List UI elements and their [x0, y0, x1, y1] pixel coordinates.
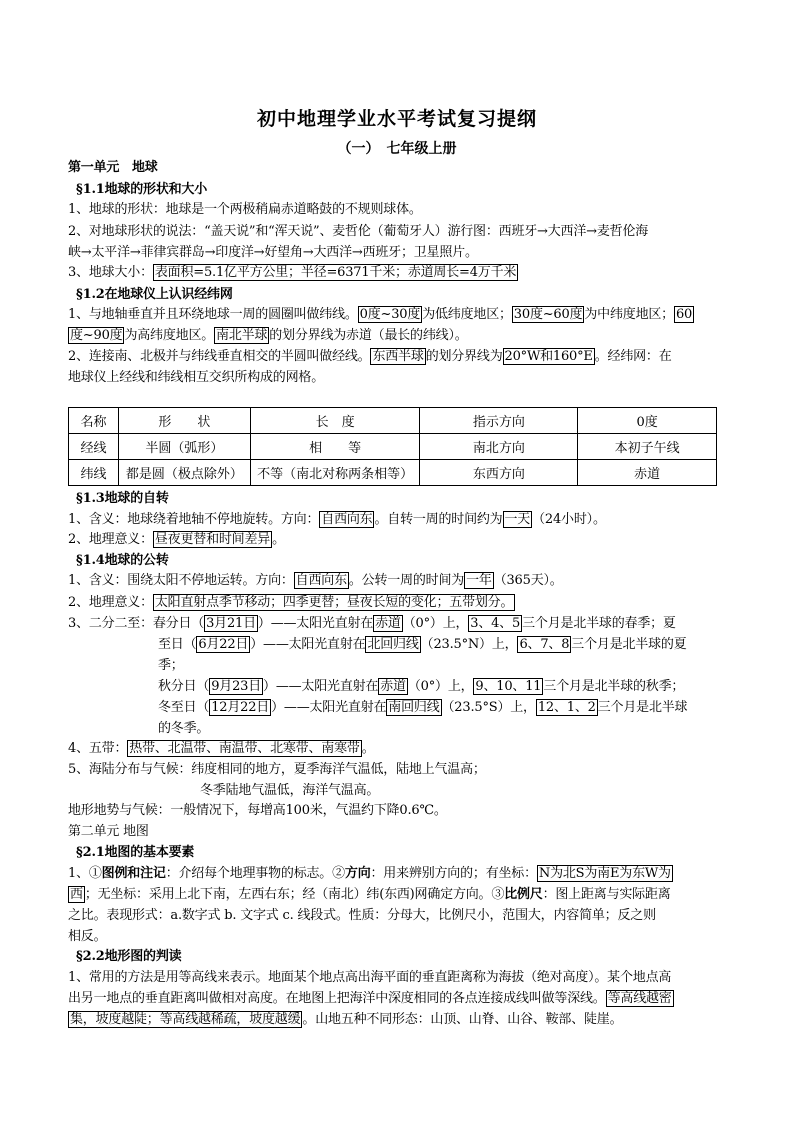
boxed-answer: 9月23日: [211, 679, 262, 694]
text-line: [68, 989, 738, 1009]
table-cell: 不等（南北对称两条相等）: [250, 460, 420, 486]
section-heading: §1.4地球的公转: [76, 553, 169, 568]
text-line: 的冬季。: [158, 721, 210, 736]
boxed-answer: 12月22日: [211, 700, 270, 715]
text-span: （0°）上，: [407, 679, 474, 694]
text-span: （365天）。: [493, 573, 563, 588]
text-span: 至日（: [158, 637, 197, 652]
text-line: 5、海陆分布与气候：纬度相同的地方，夏季海洋气温低，陆地上气温高；: [68, 762, 486, 777]
text-span: 三个月是北半球的夏: [571, 637, 687, 652]
text-line: 1、地球的形状：地球是一个两极稍扁赤道略鼓的不规则球体。: [68, 202, 422, 217]
table-cell: 赤道: [578, 460, 717, 486]
text-line: [68, 530, 738, 550]
boxed-answer: 等高线越密: [607, 991, 672, 1006]
table-row: [69, 434, 717, 460]
unit-heading: 第二单元 地图: [68, 824, 149, 839]
text-line: [68, 739, 738, 759]
document-title: 初中地理学业水平考试复习提纲: [256, 108, 537, 130]
text-span: 3、二分二至：春分日（: [68, 616, 205, 631]
text-line: [158, 698, 738, 718]
boxed-answer: 集，坡度越陡；等高线越稀疏，坡度越缓: [70, 1012, 301, 1027]
boxed-answer: 赤道: [375, 616, 401, 631]
text-line: 1、常用的方法是用等高线来表示。地面某个地点高出海平面的垂直距离称为海拔（绝对高度）。某个地点高: [68, 970, 672, 985]
text-line: 季；: [158, 658, 184, 673]
text-span: ）——太阳光直射在: [250, 637, 366, 652]
text-line: 地球仪上经线和纬线相互交织所构成的网格。: [68, 370, 325, 385]
text-span: ）——太阳光直射在: [263, 679, 379, 694]
text-span: 。经纬网：在: [594, 349, 672, 364]
text-span: 。: [272, 532, 285, 547]
text-span: 4、五带：: [68, 741, 128, 756]
section-heading: §1.1地球的形状和大小: [76, 182, 208, 197]
text-span: 为中纬度地区；: [584, 307, 674, 322]
text-span: 。山地五种不同形态：山顶、山脊、山谷、鞍部、陡崖。: [302, 1012, 623, 1027]
text-span: 的划分界线为: [425, 349, 503, 364]
document-subtitle: （一） 七年级上册: [337, 141, 457, 157]
boxed-answer: 南回归线: [388, 700, 440, 715]
table-cell: 经线: [69, 434, 119, 460]
text-line: 之比。表现形式：a.数字式 b. 文字式 c. 线段式。性质：分母大，比例尺小，范围大，内容简单；反之则: [68, 908, 656, 923]
text-line: [158, 635, 738, 655]
text-span: 2、地理意义：: [68, 532, 153, 547]
latitude-longitude-table: [68, 407, 717, 486]
table-header-cell: 指示方向: [420, 408, 578, 434]
table-cell: 纬线: [69, 460, 119, 486]
text-span: 3、地球大小：: [68, 265, 153, 280]
text-span: 为低纬度地区；: [422, 307, 512, 322]
table-header-cell: 0度: [578, 408, 717, 434]
text-span: ：用来辨别方向的；有坐标：: [370, 866, 537, 881]
text-span: ）——太阳光直射在: [257, 616, 374, 631]
text-span: （23.5°N）上，: [420, 637, 518, 652]
text-line: [68, 347, 738, 367]
table-cell: 相 等: [250, 434, 420, 460]
text-line: 2、对地球形状的说法：“盖天说”和“浑天说”、麦哲伦（葡萄牙人）游行图：西班牙→大西洋→麦哲伦海: [68, 224, 649, 239]
section-heading: §1.2在地球仪上认识经纬网: [76, 287, 233, 302]
text-line: [68, 326, 738, 346]
section-heading: §1.3地球的自转: [76, 491, 169, 506]
boxed-answer: 一天: [504, 512, 531, 527]
bold-term: 方向: [344, 866, 371, 881]
text-line: 峡→太平洋→菲律宾群岛→印度洋→好望角→大西洋→西班牙；卫星照片。: [68, 245, 478, 260]
text-span: 。公转一周的时间为: [348, 573, 465, 588]
text-span: 三个月是北半球的秋季；: [543, 679, 685, 694]
boxed-answer: 自西向东: [321, 512, 373, 527]
boxed-answer: 热带、北温带、南温带、北寒带、南寒带: [129, 741, 360, 756]
text-line: [68, 1010, 738, 1030]
boxed-answer: 3、4、5: [470, 616, 521, 631]
text-span: 为高纬度地区。: [124, 328, 215, 343]
text-span: 三个月是北半球的春季；夏: [522, 616, 676, 631]
table-cell: 东西方向: [420, 460, 578, 486]
boxed-answer: 东西半球: [372, 349, 424, 364]
text-line: 冬季陆地气温低，海洋气温高。: [200, 783, 380, 798]
table-cell: 本初子午线: [578, 434, 717, 460]
table-header-cell: 形 状: [118, 408, 250, 434]
boxed-answer: 20°W和160°E: [504, 349, 593, 364]
text-span: 出另一地点的垂直距离叫做相对高度。在地图上把海洋中深度相同的各点连接成线叫做等深线。: [68, 991, 606, 1006]
boxed-answer: 昼夜更替和时间差异: [154, 532, 271, 547]
text-line: 地形地势与气候：一般情况下，每增高100米，气温约下降0.6℃。: [68, 803, 447, 818]
boxed-answer: 度~90度: [70, 328, 123, 343]
boxed-answer: 9、10、11: [475, 679, 542, 694]
text-line: [68, 614, 738, 634]
table-cell: 南北方向: [420, 434, 578, 460]
text-span: 。: [361, 741, 375, 756]
boxed-answer: 12、1、2: [537, 700, 596, 715]
text-span: 1、①: [68, 866, 102, 881]
text-line: [68, 263, 738, 283]
text-line: [68, 305, 738, 325]
boxed-answer: N为北S为南E为东W为: [538, 866, 671, 881]
text-span: 三个月是北半球: [597, 700, 688, 715]
text-span: （0°）上，: [402, 616, 469, 631]
text-line: 相反。: [68, 929, 107, 944]
text-span: ）——太阳光直射在: [271, 700, 387, 715]
boxed-answer: 赤道: [380, 679, 406, 694]
text-line: [68, 510, 738, 530]
text-span: （24小时）。: [532, 512, 606, 527]
text-span: ：图上距离与实际距离: [542, 887, 671, 902]
text-line: [158, 677, 738, 697]
text-span: ；无坐标：采用上北下南，左西右东；经（南北）纬(东西)网确定方向。③: [84, 887, 505, 902]
text-line: [68, 571, 738, 591]
table-cell: 都是圆（极点除外）: [118, 460, 250, 486]
text-span: 秋分日（: [158, 679, 210, 694]
text-span: 。自转一周的时间约为: [374, 512, 503, 527]
text-line: [68, 885, 738, 905]
boxed-answer: 北回归线: [367, 637, 419, 652]
text-span: 1、含义：围绕太阳不停地运转。方向：: [68, 573, 294, 588]
text-span: 冬至日（: [158, 700, 210, 715]
text-span: ：介绍每个地理事物的标志。②: [165, 866, 345, 881]
text-line: [68, 593, 738, 613]
text-span: （23.5°S）上，: [441, 700, 536, 715]
text-span: 1、含义：地球绕着地轴不停地旋转。方向：: [68, 512, 320, 527]
text-span: 的划分界线为赤道（最长的纬线）。: [269, 328, 468, 343]
boxed-answer: 西: [70, 887, 83, 902]
boxed-answer: 自西向东: [295, 573, 347, 588]
boxed-answer: 30度~60度: [513, 307, 583, 322]
boxed-answer: 南北半球: [216, 328, 268, 343]
table-header-cell: 名称: [69, 408, 119, 434]
unit-heading: 第一单元 地球: [68, 160, 158, 175]
text-span: 2、地理意义：: [68, 595, 153, 610]
boxed-answer: 60: [675, 307, 693, 322]
boxed-answer: 6月22日: [198, 637, 249, 652]
text-span: 1、与地轴垂直并且环绕地球一周的圆圈叫做纬线。: [68, 307, 358, 322]
table-cell: 半圆（弧形）: [118, 434, 250, 460]
section-heading: §2.2地形图的判读: [76, 949, 182, 964]
bold-term: 图例和注记: [101, 866, 166, 881]
boxed-answer: 一年: [466, 573, 492, 588]
text-line: [68, 864, 738, 884]
table-row: [69, 460, 717, 486]
bold-term: 比例尺: [504, 887, 543, 902]
boxed-answer: 表面积=5.1亿平方公里；半径=6371千米；赤道周长=4万千米: [154, 265, 517, 280]
section-heading: §2.1地图的基本要素: [76, 845, 195, 860]
boxed-answer: 3月21日: [206, 616, 256, 631]
boxed-answer: 太阳直射点季节移动；四季更替；昼夜长短的变化；五带划分。: [154, 595, 514, 610]
boxed-answer: 6、7、8: [519, 637, 570, 652]
text-span: 2、连接南、北极并与纬线垂直相交的半圆叫做经线。: [68, 349, 371, 364]
table-header-cell: 长 度: [250, 408, 420, 434]
table-header-row: [69, 408, 717, 434]
boxed-answer: 0度~30度: [359, 307, 421, 322]
